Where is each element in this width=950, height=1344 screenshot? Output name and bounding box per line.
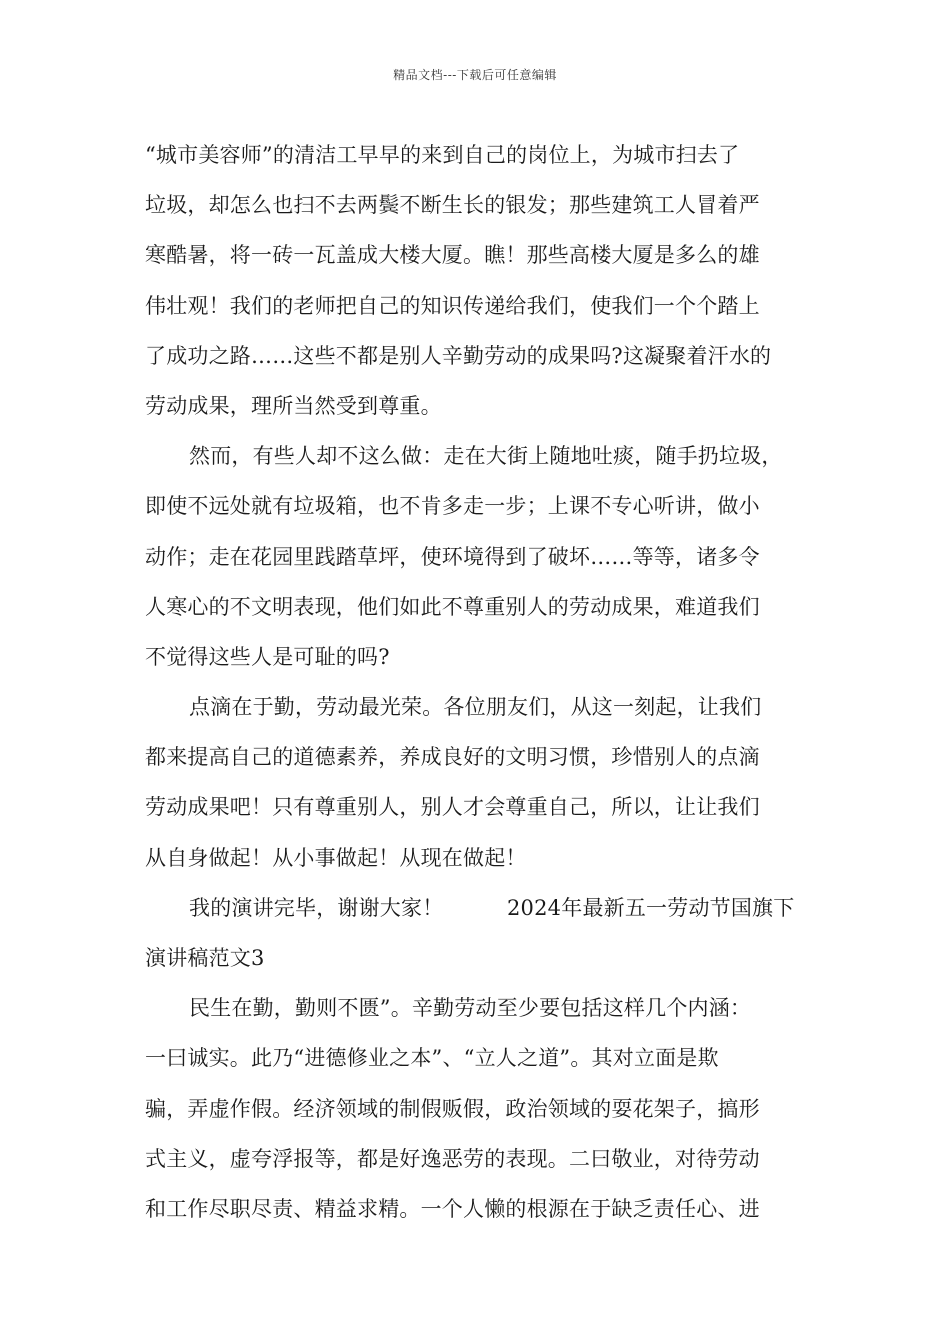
text-line: “城市美容师”的清洁工早早的来到自己的岗位上，为城市扫去了 (145, 143, 740, 167)
document-body (145, 130, 825, 1234)
text-line: 了成功之路……这些不都是别人辛勤劳动的成果吗?这凝聚着汗水的 (145, 343, 772, 368)
page-header: 精品文档---下载后可任意编辑 (393, 68, 557, 82)
text-line: 从自身做起！从小事做起！从现在做起！ (145, 845, 527, 870)
text-line: 动作；走在花园里践踏草坪，使环境得到了破坏……等等，诸多令 (145, 544, 760, 569)
text-line: 劳动成果吧！只有尊重别人，别人才会尊重自己，所以，让让我们 (145, 795, 760, 820)
text-line: 即使不远处就有垃圾箱，也不肯多走一步；上课不专心听讲，做小 (145, 494, 760, 519)
text-line: 劳动成果，理所当然受到尊重。 (145, 393, 442, 418)
text-line: 和工作尽职尽责、精益求精。一个人懒的根源在于缺乏责任心、进 (145, 1196, 760, 1221)
paragraph-start-line: 我的演讲完毕，谢谢大家！ 2024年最新五一劳动节国旗下 (189, 895, 795, 920)
text-line: 演讲稿范文3 (145, 946, 265, 970)
text-line: 不觉得这些人是可耻的吗? (145, 644, 390, 669)
paragraph-start-line: 点滴在于勤，劳动最光荣。各位朋友们，从这一刻起，让我们 (189, 695, 762, 720)
text-line: 一曰诚实。此乃“进德修业之本”、“立人之道”。其对立面是欺 (145, 1046, 719, 1071)
text-line: 伟壮观！我们的老师把自己的知识传递给我们，使我们一个个踏上 (145, 293, 760, 318)
text-line: 式主义，虚夸浮报等，都是好逸恶劳的表现。二曰敬业，对待劳动 (145, 1146, 760, 1171)
paragraph-start-line: 民生在勤，勤则不匮”。辛勤劳动至少要包括这样几个内涵： (189, 996, 752, 1021)
text-line: 骗，弄虚作假。经济领域的制假贩假，政治领域的耍花架子，搞形 (145, 1096, 760, 1121)
text-line: 都来提高自己的道德素养，养成良好的文明习惯，珍惜别人的点滴 (145, 745, 760, 770)
text-line: 寒酷暑，将一砖一瓦盖成大楼大厦。瞧！那些高楼大厦是多么的雄 (145, 243, 760, 268)
text-line: 垃圾，却怎么也扫不去两鬓不断生长的银发；那些建筑工人冒着严 (145, 193, 760, 218)
paragraph-start-line: 然而，有些人却不这么做：走在大街上随地吐痰，随手扔垃圾， (189, 444, 783, 469)
text-line: 人寒心的不文明表现，他们如此不尊重别人的劳动成果，难道我们 (145, 594, 760, 619)
